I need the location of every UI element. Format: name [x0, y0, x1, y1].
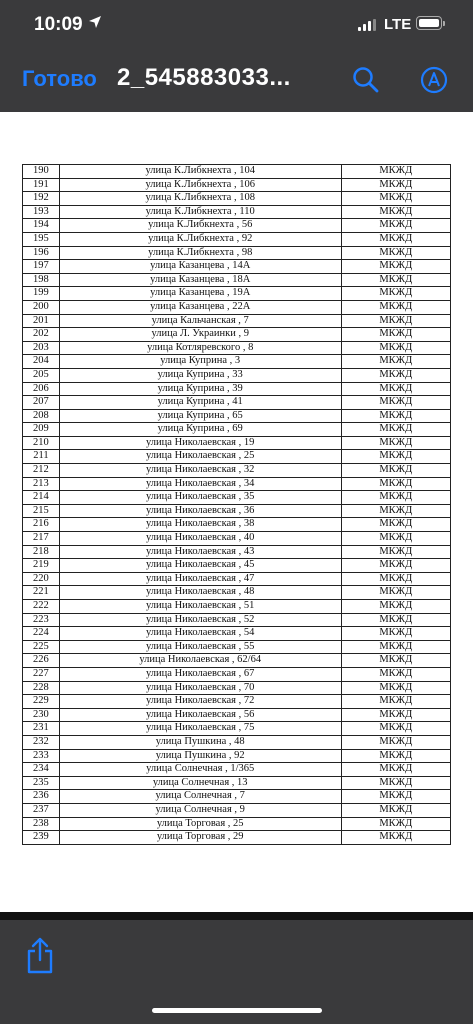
row-address: улица Кальчанская , 7	[59, 314, 341, 328]
row-number: 230	[23, 708, 60, 722]
row-organization: МКЖД	[341, 409, 450, 423]
row-number: 208	[23, 409, 60, 423]
row-address: улица Николаевская , 52	[59, 613, 341, 627]
table-row	[23, 165, 451, 179]
row-address: улица Николаевская , 36	[59, 504, 341, 518]
row-organization: МКЖД	[341, 640, 450, 654]
row-organization: МКЖД	[341, 205, 450, 219]
row-address: улица Котляревского , 8	[59, 341, 341, 355]
row-organization: МКЖД	[341, 368, 450, 382]
row-number: 239	[23, 831, 60, 845]
row-number: 196	[23, 246, 60, 260]
signal-icon	[358, 19, 378, 31]
battery-icon	[416, 16, 442, 30]
table-row	[23, 518, 451, 532]
row-organization: МКЖД	[341, 790, 450, 804]
row-organization: МКЖД	[341, 260, 450, 274]
row-organization: МКЖД	[341, 518, 450, 532]
row-address: улица К.Либкнехта , 104	[59, 165, 341, 179]
table-row	[23, 192, 451, 206]
row-address: улица Николаевская , 51	[59, 600, 341, 614]
row-address: улица Николаевская , 62/64	[59, 654, 341, 668]
table-row	[23, 450, 451, 464]
row-number: 236	[23, 790, 60, 804]
row-address: улица Казанцева , 22А	[59, 300, 341, 314]
row-organization: МКЖД	[341, 287, 450, 301]
table-row	[23, 341, 451, 355]
table-row	[23, 219, 451, 233]
table-row	[23, 355, 451, 369]
table-row	[23, 314, 451, 328]
row-address: улица К.Либкнехта , 56	[59, 219, 341, 233]
row-address: улица Пушкина , 48	[59, 735, 341, 749]
row-address: улица Николаевская , 47	[59, 572, 341, 586]
row-number: 219	[23, 559, 60, 573]
location-arrow-icon	[88, 15, 102, 34]
row-address: улица Николаевская , 56	[59, 708, 341, 722]
row-organization: МКЖД	[341, 803, 450, 817]
row-address: улица Николаевская , 75	[59, 722, 341, 736]
row-organization: МКЖД	[341, 654, 450, 668]
row-number: 207	[23, 396, 60, 410]
row-organization: МКЖД	[341, 708, 450, 722]
row-address: улица Солнечная , 13	[59, 776, 341, 790]
row-number: 212	[23, 464, 60, 478]
table-row	[23, 232, 451, 246]
row-organization: МКЖД	[341, 586, 450, 600]
row-address: улица Николаевская , 70	[59, 681, 341, 695]
row-address: улица К.Либкнехта , 110	[59, 205, 341, 219]
table-row	[23, 260, 451, 274]
table-row	[23, 627, 451, 641]
row-number: 217	[23, 532, 60, 546]
row-address: улица Николаевская , 43	[59, 545, 341, 559]
row-number: 229	[23, 695, 60, 709]
row-address: улица Солнечная , 9	[59, 803, 341, 817]
table-row	[23, 600, 451, 614]
share-icon[interactable]	[24, 936, 56, 976]
table-row	[23, 423, 451, 437]
table-row	[23, 409, 451, 423]
row-number: 218	[23, 545, 60, 559]
row-address: улица Казанцева , 18А	[59, 273, 341, 287]
row-organization: МКЖД	[341, 545, 450, 559]
row-organization: МКЖД	[341, 300, 450, 314]
row-number: 213	[23, 477, 60, 491]
row-address: улица Солнечная , 1/365	[59, 763, 341, 777]
row-number: 237	[23, 803, 60, 817]
row-number: 190	[23, 165, 60, 179]
row-number: 215	[23, 504, 60, 518]
row-organization: МКЖД	[341, 450, 450, 464]
row-organization: МКЖД	[341, 559, 450, 573]
row-address: улица Л. Украинки , 9	[59, 328, 341, 342]
row-address: улица Николаевская , 54	[59, 627, 341, 641]
table-row	[23, 246, 451, 260]
row-organization: МКЖД	[341, 831, 450, 845]
row-organization: МКЖД	[341, 423, 450, 437]
row-address: улица Куприна , 33	[59, 368, 341, 382]
table-row	[23, 763, 451, 777]
table-row	[23, 708, 451, 722]
row-address: улица Николаевская , 38	[59, 518, 341, 532]
row-number: 238	[23, 817, 60, 831]
status-time: 10:09	[34, 14, 83, 35]
row-address: улица К.Либкнехта , 106	[59, 178, 341, 192]
row-organization: МКЖД	[341, 600, 450, 614]
table-row	[23, 436, 451, 450]
row-address: улица Куприна , 3	[59, 355, 341, 369]
row-address: улица Николаевская , 72	[59, 695, 341, 709]
row-address: улица Казанцева , 14А	[59, 260, 341, 274]
table-row	[23, 735, 451, 749]
row-number: 193	[23, 205, 60, 219]
row-address: улица Николаевская , 67	[59, 667, 341, 681]
row-number: 233	[23, 749, 60, 763]
row-organization: МКЖД	[341, 477, 450, 491]
row-number: 198	[23, 273, 60, 287]
row-address: улица Николаевская , 48	[59, 586, 341, 600]
row-organization: МКЖД	[341, 572, 450, 586]
table-row	[23, 205, 451, 219]
row-address: улица К.Либкнехта , 98	[59, 246, 341, 260]
navigation-bar	[0, 52, 473, 112]
row-organization: МКЖД	[341, 341, 450, 355]
row-address: улица Солнечная , 7	[59, 790, 341, 804]
table-row	[23, 722, 451, 736]
table-row	[23, 504, 451, 518]
table-row	[23, 178, 451, 192]
table-row	[23, 545, 451, 559]
row-organization: МКЖД	[341, 532, 450, 546]
row-address: улица Николаевская , 34	[59, 477, 341, 491]
row-number: 214	[23, 491, 60, 505]
row-address: улица Николаевская , 45	[59, 559, 341, 573]
row-number: 221	[23, 586, 60, 600]
table-row	[23, 559, 451, 573]
row-number: 231	[23, 722, 60, 736]
row-number: 192	[23, 192, 60, 206]
table-row	[23, 532, 451, 546]
row-organization: МКЖД	[341, 681, 450, 695]
table-row	[23, 831, 451, 845]
done-button[interactable]: Готово	[22, 66, 97, 91]
row-organization: МКЖД	[341, 776, 450, 790]
row-organization: МКЖД	[341, 627, 450, 641]
table-row	[23, 681, 451, 695]
row-address: улица Николаевская , 55	[59, 640, 341, 654]
row-address: улица Николаевская , 40	[59, 532, 341, 546]
table-row	[23, 817, 451, 831]
row-number: 223	[23, 613, 60, 627]
row-number: 222	[23, 600, 60, 614]
address-table	[22, 164, 451, 845]
table-row	[23, 667, 451, 681]
table-row	[23, 287, 451, 301]
row-organization: МКЖД	[341, 464, 450, 478]
row-address: улица Куприна , 65	[59, 409, 341, 423]
table-row	[23, 572, 451, 586]
row-number: 191	[23, 178, 60, 192]
table-row	[23, 477, 451, 491]
row-organization: МКЖД	[341, 749, 450, 763]
row-address: улица Пушкина , 92	[59, 749, 341, 763]
network-type: LTE	[384, 16, 412, 33]
row-number: 206	[23, 382, 60, 396]
row-organization: МКЖД	[341, 314, 450, 328]
row-organization: МКЖД	[341, 613, 450, 627]
row-number: 211	[23, 450, 60, 464]
row-organization: МКЖД	[341, 178, 450, 192]
row-address: улица Николаевская , 19	[59, 436, 341, 450]
row-number: 225	[23, 640, 60, 654]
row-number: 204	[23, 355, 60, 369]
table-row	[23, 586, 451, 600]
row-number: 209	[23, 423, 60, 437]
row-number: 226	[23, 654, 60, 668]
table-row	[23, 300, 451, 314]
row-organization: МКЖД	[341, 396, 450, 410]
row-number: 205	[23, 368, 60, 382]
row-address: улица Куприна , 69	[59, 423, 341, 437]
row-number: 234	[23, 763, 60, 777]
row-address: улица Николаевская , 32	[59, 464, 341, 478]
row-organization: МКЖД	[341, 219, 450, 233]
document-page	[0, 112, 473, 912]
home-indicator[interactable]	[152, 1008, 322, 1013]
row-number: 194	[23, 219, 60, 233]
row-organization: МКЖД	[341, 667, 450, 681]
document-title: 2_545883033...	[117, 64, 291, 91]
markup-icon[interactable]	[420, 66, 448, 94]
table-row	[23, 803, 451, 817]
table-row	[23, 464, 451, 478]
row-address: улица Куприна , 41	[59, 396, 341, 410]
row-number: 235	[23, 776, 60, 790]
row-organization: МКЖД	[341, 763, 450, 777]
row-address: улица К.Либкнехта , 92	[59, 232, 341, 246]
row-organization: МКЖД	[341, 817, 450, 831]
search-icon[interactable]	[352, 66, 380, 94]
row-organization: МКЖД	[341, 735, 450, 749]
status-bar	[0, 0, 473, 52]
row-organization: МКЖД	[341, 695, 450, 709]
row-address: улица К.Либкнехта , 108	[59, 192, 341, 206]
row-organization: МКЖД	[341, 355, 450, 369]
row-number: 210	[23, 436, 60, 450]
row-organization: МКЖД	[341, 232, 450, 246]
row-organization: МКЖД	[341, 165, 450, 179]
bottom-toolbar	[0, 920, 473, 1024]
row-number: 200	[23, 300, 60, 314]
table-row	[23, 491, 451, 505]
table-row	[23, 382, 451, 396]
table-row	[23, 396, 451, 410]
table-row	[23, 654, 451, 668]
row-number: 228	[23, 681, 60, 695]
row-number: 199	[23, 287, 60, 301]
table-row	[23, 640, 451, 654]
row-number: 232	[23, 735, 60, 749]
row-organization: МКЖД	[341, 328, 450, 342]
row-organization: МКЖД	[341, 246, 450, 260]
table-row	[23, 776, 451, 790]
row-address: улица Куприна , 39	[59, 382, 341, 396]
row-number: 197	[23, 260, 60, 274]
row-number: 203	[23, 341, 60, 355]
row-number: 195	[23, 232, 60, 246]
row-address: улица Николаевская , 35	[59, 491, 341, 505]
row-number: 201	[23, 314, 60, 328]
row-organization: МКЖД	[341, 273, 450, 287]
row-address: улица Казанцева , 19А	[59, 287, 341, 301]
row-organization: МКЖД	[341, 192, 450, 206]
table-row	[23, 613, 451, 627]
row-organization: МКЖД	[341, 491, 450, 505]
table-row	[23, 790, 451, 804]
row-address: улица Торговая , 25	[59, 817, 341, 831]
row-organization: МКЖД	[341, 504, 450, 518]
row-organization: МКЖД	[341, 722, 450, 736]
row-number: 227	[23, 667, 60, 681]
row-organization: МКЖД	[341, 436, 450, 450]
row-number: 220	[23, 572, 60, 586]
row-address: улица Торговая , 29	[59, 831, 341, 845]
row-number: 216	[23, 518, 60, 532]
table-row	[23, 328, 451, 342]
row-number: 202	[23, 328, 60, 342]
table-row	[23, 749, 451, 763]
table-row	[23, 695, 451, 709]
table-row	[23, 368, 451, 382]
row-address: улица Николаевская , 25	[59, 450, 341, 464]
divider	[0, 912, 473, 920]
row-number: 224	[23, 627, 60, 641]
row-organization: МКЖД	[341, 382, 450, 396]
table-row	[23, 273, 451, 287]
